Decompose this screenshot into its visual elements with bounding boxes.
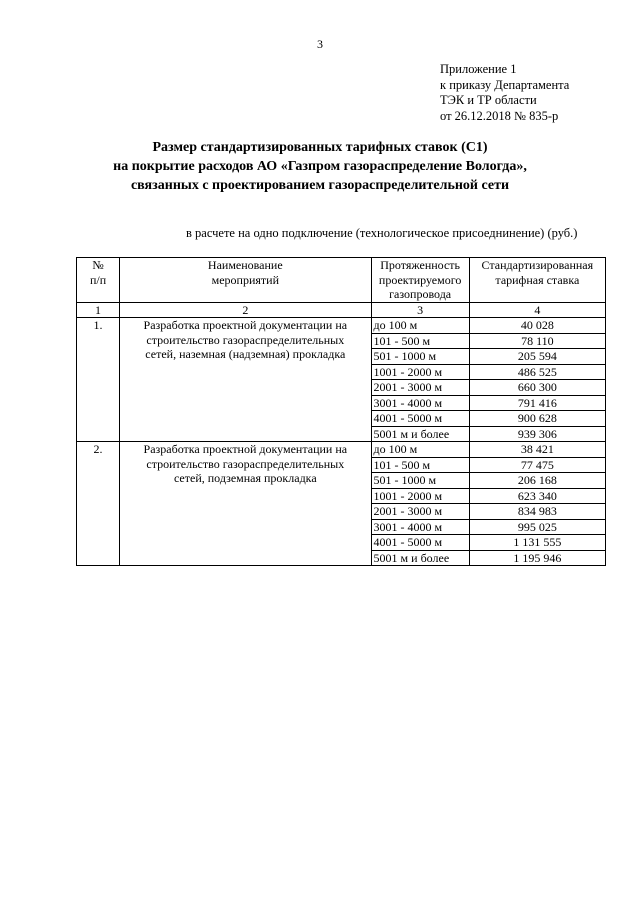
item-number: 2.: [77, 442, 120, 566]
table-row: [77, 318, 606, 334]
header-cell-length: [371, 258, 469, 303]
appendix-line: к приказу Департамента: [440, 77, 570, 92]
column-number: 1: [77, 302, 120, 318]
tariff-rate: 834 983: [469, 504, 605, 520]
unit-note: в расчете на одно подключение (технологическое присоеднинение) (руб.): [186, 226, 578, 240]
tariff-rate: 40 028: [469, 318, 605, 334]
item-name-line: строительство газораспределительных: [146, 332, 345, 347]
length-range: 3001 - 4000 м: [371, 395, 469, 411]
header-cell-rate: [469, 258, 605, 303]
item-name-line: сетей, наземная (надземная) прокладка: [145, 347, 346, 361]
length-range: 3001 - 4000 м: [371, 519, 469, 535]
tariff-rate: 205 594: [469, 349, 605, 365]
header-text: газопровода: [389, 287, 452, 301]
tariff-rate: 623 340: [469, 488, 605, 504]
tariff-table: [76, 257, 606, 566]
tariff-rate: 1 131 555: [469, 535, 605, 551]
length-range: 1001 - 2000 м: [371, 364, 469, 380]
title-line: связанных с проектированием газораспределительной сети: [130, 178, 510, 193]
item-name: [120, 318, 371, 442]
item-name: [120, 442, 371, 566]
header-text: №: [92, 258, 104, 272]
item-name-line: Разработка проектной документации на: [143, 318, 348, 332]
title-line: Размер стандартизированных тарифных ставок (С1): [152, 140, 488, 155]
length-range: 1001 - 2000 м: [371, 488, 469, 504]
appendix-line: Приложение 1: [440, 62, 517, 76]
column-number: 4: [469, 302, 605, 318]
tariff-rate: 791 416: [469, 395, 605, 411]
tariff-rate: 660 300: [469, 380, 605, 396]
page-number: 3: [317, 37, 323, 51]
item-name-line: сетей, подземная прокладка: [173, 471, 317, 485]
tariff-rate: 995 025: [469, 519, 605, 535]
length-range: 501 - 1000 м: [371, 473, 469, 489]
header-text: Протяженность: [380, 258, 461, 272]
header-text: мероприятий: [211, 272, 279, 287]
tariff-rate: 38 421: [469, 442, 605, 458]
length-range: 2001 - 3000 м: [371, 504, 469, 520]
column-number: 3: [371, 302, 469, 318]
tariff-rate: 77 475: [469, 457, 605, 473]
tariff-rate: 78 110: [469, 333, 605, 349]
header-text: п/п: [89, 272, 107, 287]
header-row: [77, 258, 606, 303]
header-text: Стандартизированная: [481, 258, 594, 272]
header-text: Наименование: [207, 258, 283, 272]
item-name-line: Разработка проектной документации на: [143, 442, 348, 456]
column-number: 2: [120, 302, 371, 318]
document-title: [0, 138, 640, 195]
appendix-block: [440, 62, 569, 124]
length-range: 5001 м и более: [371, 426, 469, 442]
tariff-rate: 900 628: [469, 411, 605, 427]
length-range: до 100 м: [371, 442, 469, 458]
item-name-line: строительство газораспределительных: [146, 456, 345, 471]
header-text: проектируемого: [378, 272, 462, 287]
tariff-rate: 206 168: [469, 473, 605, 489]
length-range: 101 - 500 м: [371, 333, 469, 349]
length-range: 101 - 500 м: [371, 457, 469, 473]
tariff-rate: 1 195 946: [469, 550, 605, 566]
tariff-rate: 939 306: [469, 426, 605, 442]
appendix-line: от 26.12.2018 № 835-р: [440, 108, 559, 123]
tariff-rate: 486 525: [469, 364, 605, 380]
table-row: [77, 442, 606, 458]
header-cell-name: [120, 258, 371, 303]
title-line: на покрытие расходов АО «Газпром газораспределение Вологда»,: [113, 159, 527, 174]
column-number-row: [77, 302, 606, 318]
length-range: до 100 м: [371, 318, 469, 334]
length-range: 501 - 1000 м: [371, 349, 469, 365]
item-number: 1.: [77, 318, 120, 442]
length-range: 4001 - 5000 м: [371, 535, 469, 551]
header-cell-num: [77, 258, 120, 303]
length-range: 4001 - 5000 м: [371, 411, 469, 427]
appendix-line: ТЭК и ТР области: [440, 93, 537, 107]
length-range: 2001 - 3000 м: [371, 380, 469, 396]
length-range: 5001 м и более: [371, 550, 469, 566]
header-text: тарифная ставка: [495, 272, 580, 287]
